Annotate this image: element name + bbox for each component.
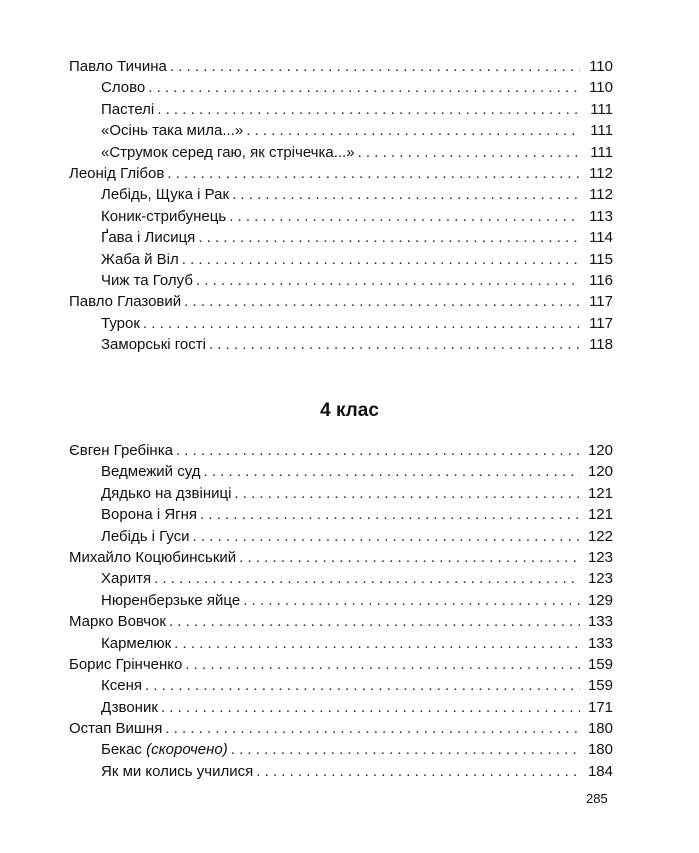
dot-leader [243,590,580,611]
toc-entry-author[interactable] [69,440,613,461]
toc-entry-title-text: Ворона і Ягня [101,506,198,524]
toc-entry-work[interactable] [69,334,613,355]
toc-entry-title-text: Харитя [101,570,152,588]
dot-leader [169,611,580,632]
toc-entry-title-text: Ведмежий суд [101,463,201,481]
toc-entry-author[interactable] [69,163,613,184]
dot-leader [231,739,580,760]
toc-entry-page-number: 133 [587,613,613,631]
toc-entry-title-text: Як ми колись училися [101,762,254,780]
toc-entry-page-number: 111 [590,100,613,118]
toc-entry-title [101,142,355,163]
toc-entry-title-text: Марко Вовчок [69,613,166,631]
dot-leader [167,163,580,184]
toc-entry-work[interactable] [69,739,613,760]
dot-leader [174,633,580,654]
dot-leader [229,206,580,227]
toc-entry-page-number: 111 [590,122,613,140]
dot-leader [193,526,580,547]
toc-entry-title-text: Михайло Коцюбинський [69,548,237,566]
toc-entry-title [101,184,229,205]
toc-entry-title-text: «Осінь така мила...» [101,122,244,140]
dot-leader [165,718,580,739]
toc-entry-author[interactable] [69,291,613,312]
toc-entry-work[interactable] [69,483,613,504]
dot-leader [148,77,580,98]
toc-entry-page-number: 122 [587,527,613,545]
toc-entry-work[interactable] [69,761,613,782]
toc-entry-title-text: Пастелі [101,100,155,118]
toc-entry-title-text: Борис Грінченко [69,655,183,673]
toc-entry-title [69,718,162,739]
toc-entry-title-text: Дядько на дзвіниці [101,484,232,502]
toc-entry-title-text: Жаба й Віл [101,250,179,268]
toc-entry-page-number: 118 [589,336,613,354]
dot-leader [239,547,580,568]
toc-entry-title-text: Лебідь і Гуси [101,527,190,545]
dot-leader [246,120,580,141]
toc-entry-title [101,461,200,482]
toc-entry-page-number: 121 [587,506,613,524]
toc-entry-page-number: 113 [589,207,613,225]
page-number: 285 [586,791,608,806]
toc-entry-page-number: 184 [587,762,613,780]
toc-entry-page-number: 123 [587,570,613,588]
toc-entry-note: (скорочено) [146,741,228,759]
toc-entry-page-number: 180 [587,741,613,759]
toc-entry-page-number: 112 [589,186,613,204]
toc-entry-author[interactable] [69,547,613,568]
toc-entry-title-text: Лебідь, Щука і Рак [101,186,230,204]
toc-entry-title-text: Ксеня [101,677,142,695]
toc-entry-title-text: Дзвоник [101,698,158,716]
dot-leader [170,56,580,77]
toc-entry-page-number: 121 [587,484,613,502]
dot-leader [232,184,580,205]
toc-entry-title [101,249,179,270]
toc-entry-page-number: 180 [587,720,613,738]
toc-entry-work[interactable] [69,633,613,654]
toc-entry-title [101,334,206,355]
toc-entry-title [101,120,243,141]
toc-entry-title [69,611,166,632]
toc-entry-work[interactable] [69,590,613,611]
toc-entry-work[interactable] [69,504,613,525]
toc-entry-page-number: 129 [587,591,613,609]
toc-entry-page-number: 111 [590,143,613,161]
toc-entry-title [101,77,145,98]
toc-entry-title-text: Кармелюк [101,634,172,652]
toc-entry-title-text: Євген Гребінка [69,442,173,459]
toc-entry-page-number: 120 [587,463,613,481]
toc-entry-title [69,440,173,461]
dot-leader [203,461,580,482]
toc-entry-work[interactable] [69,120,613,141]
toc-entry-title-text: Бекас [101,741,142,759]
toc-entry-title [69,547,236,568]
toc-entry-title-text: Павло Глазовий [69,293,182,311]
toc-entry-work[interactable] [69,77,613,98]
toc-entry-title [101,227,195,248]
toc-entry-title [101,99,154,120]
toc-entry-title [101,504,197,525]
toc-entry-title [101,313,140,334]
toc-entry-author[interactable] [69,56,613,77]
toc-entry-work[interactable] [69,249,613,270]
toc-entry-work[interactable] [69,184,613,205]
dot-leader [182,249,580,270]
dot-leader [184,291,580,312]
dot-leader [198,227,580,248]
dot-leader [185,654,580,675]
toc-entry-title-text: Коник-стрибунець [101,207,227,225]
toc-entry-page-number: 133 [587,634,613,652]
toc-entry-page-number: 110 [589,79,613,97]
toc-entry-title [101,633,171,654]
toc-entry-title [69,291,181,312]
toc-entry-title [101,270,193,291]
toc-entry-title-text: Остап Вишня [69,720,163,738]
toc-entry-work[interactable] [69,697,613,718]
toc-entry-page-number: 112 [589,164,613,182]
toc-entry-title-text: Леонід Глібов [69,164,165,182]
toc-entry-title [101,206,226,227]
dot-leader [143,313,580,334]
toc-entry-work[interactable] [69,270,613,291]
toc-entry-page-number: 110 [589,58,613,75]
dot-leader [209,334,580,355]
toc-entry-title [101,739,228,760]
toc-entry-author[interactable] [69,654,613,675]
toc-entry-title [101,675,142,696]
toc-entry-work[interactable] [69,206,613,227]
section-heading-class-4: 4 клас [320,400,379,421]
dot-leader [358,142,580,163]
dot-leader [234,483,580,504]
toc-entry-title [101,590,240,611]
dot-leader [256,761,580,782]
toc-entry-title-text: Нюренберзьке яйце [101,591,241,609]
toc-entry-page-number: 120 [587,442,613,459]
toc-entry-page-number: 114 [589,229,613,247]
toc-entry-author[interactable] [69,718,613,739]
toc-entry-page-number: 159 [587,677,613,695]
dot-leader [161,697,580,718]
toc-entry-page-number: 123 [587,548,613,566]
toc-entry-title-text: Ґава і Лисиця [101,229,196,247]
toc-entry-page-number: 159 [587,655,613,673]
toc-entry-title [101,568,151,589]
toc-entry-work[interactable] [69,568,613,589]
dot-leader [145,675,580,696]
toc-entry-title-text: Чиж та Голуб [101,271,193,289]
toc-section-top [69,56,613,355]
toc-entry-title [101,526,190,547]
toc-entry-title [69,56,167,77]
toc-entry-title [101,761,253,782]
toc-entry-title [101,483,231,504]
toc-entry-work[interactable] [69,99,613,120]
dot-leader [200,504,580,525]
toc-entry-title [69,654,182,675]
toc-entry-work[interactable] [69,313,613,334]
toc-entry-page-number: 115 [589,250,613,268]
toc-entry-page-number: 171 [587,698,613,716]
toc-entry-work[interactable] [69,461,613,482]
toc-entry-work[interactable] [69,142,613,163]
toc-entry-page-number: 117 [589,314,613,332]
toc-entry-title-text: Слово [101,79,146,97]
toc-entry-author[interactable] [69,611,613,632]
toc-section-class-4 [69,440,613,782]
toc-entry-title-text: «Струмок серед гаю, як стрічечка...» [101,143,355,161]
toc-entry-work[interactable] [69,675,613,696]
toc-entry-page-number: 116 [589,271,613,289]
toc-entry-title [69,163,164,184]
toc-entry-page-number: 117 [589,293,613,311]
dot-leader [157,99,580,120]
toc-entry-work[interactable] [69,227,613,248]
toc-entry-title-text: Турок [101,314,140,332]
toc-entry-title-text: Заморські гості [101,336,206,354]
toc-entry-title-text: Павло Тичина [69,58,167,75]
dot-leader [196,270,580,291]
toc-entry-title [101,697,158,718]
toc-entry-work[interactable] [69,526,613,547]
dot-leader [154,568,580,589]
dot-leader [176,440,580,461]
